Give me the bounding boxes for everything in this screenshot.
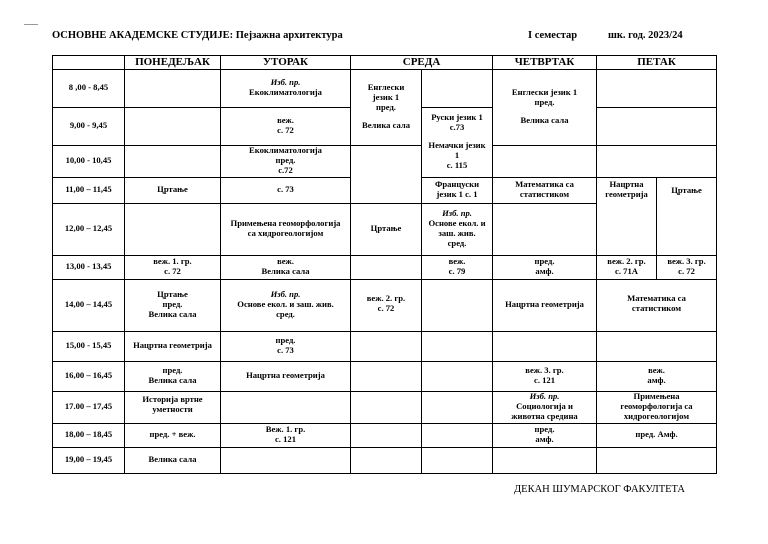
schedule-cell	[125, 107, 221, 145]
schedule-cell: Велика сала	[125, 447, 221, 473]
schedule-cell	[422, 361, 493, 391]
table-row	[53, 255, 717, 279]
dean-signature-line: ДЕКАН ШУМАРСКОГ ФАКУЛТЕТА	[514, 484, 685, 495]
time-slot: 9,00 - 9,45	[53, 107, 125, 145]
schedule-cell: пред. амф.	[493, 255, 597, 279]
schedule-cell: Историја вртне уметности	[125, 391, 221, 423]
schedule-cell	[351, 255, 422, 279]
schedule-cell	[493, 447, 597, 473]
schedule-cell: веж. с. 79	[422, 255, 493, 279]
schedule-cell	[351, 423, 422, 447]
time-slot: 17.00 – 17,45	[53, 391, 125, 423]
table-row	[53, 279, 717, 331]
schedule-cell	[422, 423, 493, 447]
schedule-cell	[125, 145, 221, 177]
schedule-cell: Математика са статистиком	[493, 177, 597, 203]
time-slot: 15,00 - 15,45	[53, 331, 125, 361]
schedule-cell: Цртање	[351, 203, 422, 255]
schedule-cell	[351, 447, 422, 473]
schedule-cell: Француски језик 1 с. 1	[422, 177, 493, 203]
schedule-cell	[493, 145, 597, 177]
schedule-cell: Енглески језик 1 пред. Велика сала	[351, 69, 422, 145]
schedule-cell: веж. 2. гр. с. 72	[351, 279, 422, 331]
schedule-cell: Математика са статистиком	[597, 279, 717, 331]
schedule-cell	[597, 69, 717, 107]
schedule-cell: Цртање пред. Велика сала	[125, 279, 221, 331]
schedule-cell	[125, 203, 221, 255]
time-slot: 16,00 – 16,45	[53, 361, 125, 391]
schedule-cell	[221, 391, 351, 423]
schedule-cell: Примењена геоморфологија са хидрогеологијом	[221, 203, 351, 255]
day-tuesday: УТОРАК	[221, 56, 351, 70]
schedule-cell	[422, 447, 493, 473]
schedule-cell: Нацртна геометрија	[221, 361, 351, 391]
schedule-cell: Изб. пр. Социологија и животна средина	[493, 391, 597, 423]
table-row	[53, 69, 717, 107]
schedule-cell	[493, 203, 597, 255]
schedule-cell: пред. Велика сала	[125, 361, 221, 391]
semester: I семестар	[528, 30, 578, 41]
time-slot: 14,00 – 14,45	[53, 279, 125, 331]
schedule-cell	[422, 331, 493, 361]
time-slot: 12,00 – 12,45	[53, 203, 125, 255]
study-title	[52, 30, 343, 41]
time-slot: 18,00 – 18,45	[53, 423, 125, 447]
schedule-cell	[125, 69, 221, 107]
schedule-cell: веж. 1. гр. с. 72	[125, 255, 221, 279]
time-slot: 8 ,00 - 8,45	[53, 69, 125, 107]
table-row	[53, 391, 717, 423]
schedule-table	[52, 55, 717, 474]
corner-cell	[53, 56, 125, 70]
study-level: ОСНОВНЕ АКАДЕМСКЕ СТУДИЈЕ:	[52, 30, 234, 41]
study-program: Пејзажна архитектура	[235, 30, 343, 41]
time-slot: 13,00 - 13,45	[53, 255, 125, 279]
table-row	[53, 145, 717, 177]
day-header-row	[53, 56, 717, 70]
schedule-cell	[597, 145, 717, 177]
schedule-cell: Нацртна геометрија	[493, 279, 597, 331]
schedule-cell	[351, 361, 422, 391]
schedule-cell: Примењена геоморфологија са хидрогеологијом	[597, 391, 717, 423]
schedule-cell: Цртање	[657, 177, 717, 255]
schedule-cell	[221, 447, 351, 473]
schedule-cell: Изб. пр. Основе екол. и заш. жив. сред.	[221, 279, 351, 331]
corner-mark	[24, 24, 38, 25]
schedule-cell	[422, 391, 493, 423]
schedule-cell	[422, 279, 493, 331]
schedule-cell	[597, 107, 717, 145]
schedule-cell: Екоклиматологија пред. с.72	[221, 145, 351, 177]
schedule-cell: Руски језик 1 с.73 Немачки језик 1 с. 115	[422, 107, 493, 177]
schedule-cell: Цртање	[125, 177, 221, 203]
day-thursday: ЧЕТВРТАК	[493, 56, 597, 70]
schedule-cell: Нацртна геометрија	[125, 331, 221, 361]
table-row	[53, 361, 717, 391]
schedule-cell	[422, 69, 493, 107]
schedule-cell	[597, 331, 717, 361]
schedule-cell: с. 73	[221, 177, 351, 203]
schedule-cell: Изб. пр. Основе екол. и заш. жив. сред.	[422, 203, 493, 255]
schedule-cell: веж. амф.	[597, 361, 717, 391]
schedule-cell	[493, 331, 597, 361]
table-row	[53, 447, 717, 473]
schedule-cell	[351, 391, 422, 423]
schedule-cell: веж. Велика сала	[221, 255, 351, 279]
schedule-cell: пред. Амф.	[597, 423, 717, 447]
schedule-cell: Енглески језик 1 пред. Велика сала	[493, 69, 597, 145]
table-row	[53, 331, 717, 361]
day-monday: ПОНЕДЕЉАК	[125, 56, 221, 70]
schedule-cell: Изб. пр. Екоклиматологија	[221, 69, 351, 107]
schedule-cell: пред. с. 73	[221, 331, 351, 361]
schedule-cell: пред. амф.	[493, 423, 597, 447]
schedule-cell: веж. 3. гр. с. 121	[493, 361, 597, 391]
schedule-cell: веж. 3. гр. с. 72	[657, 255, 717, 279]
schedule-cell: веж. с. 72	[221, 107, 351, 145]
schedule-cell: пред. + веж.	[125, 423, 221, 447]
day-wednesday: СРЕДА	[351, 56, 493, 70]
time-slot: 10,00 - 10,45	[53, 145, 125, 177]
schedule-cell	[351, 331, 422, 361]
schedule-cell	[351, 145, 422, 203]
day-friday: ПЕТАК	[597, 56, 717, 70]
schedule-cell: веж. 2. гр. с. 71А	[597, 255, 657, 279]
school-year: шк. год. 2023/24	[608, 30, 683, 41]
time-slot: 19,00 – 19,45	[53, 447, 125, 473]
time-slot: 11,00 – 11,45	[53, 177, 125, 203]
schedule-cell: Веж. 1. гр. с. 121	[221, 423, 351, 447]
schedule-cell: Нацртна геометрија	[597, 177, 657, 255]
table-row	[53, 423, 717, 447]
schedule-cell	[597, 447, 717, 473]
